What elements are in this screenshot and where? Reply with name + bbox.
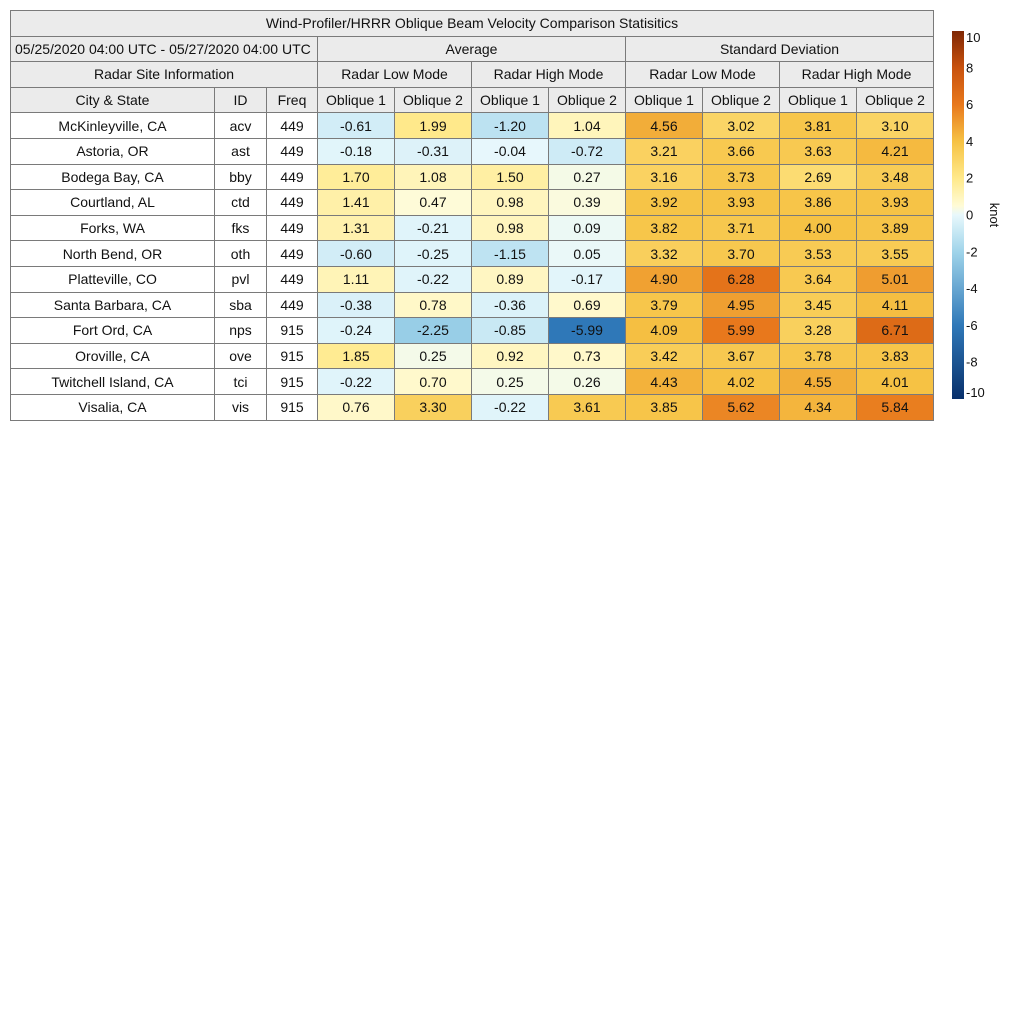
value-cell: -0.24 (318, 318, 395, 344)
site-id-cell: acv (215, 113, 267, 139)
id-column-header: ID (215, 87, 267, 113)
value-cell: -0.38 (318, 292, 395, 318)
colorbar-tick-label: -10 (966, 385, 985, 400)
colorbar-tick-label: 2 (966, 170, 974, 186)
value-cell: 3.53 (780, 241, 857, 267)
value-cell: 3.85 (626, 394, 703, 420)
value-cell: -2.25 (395, 318, 472, 344)
value-cell: 4.00 (780, 215, 857, 241)
colorbar-tick-label: -8 (966, 354, 978, 370)
value-cell: -0.04 (472, 138, 549, 164)
site-id-cell: oth (215, 241, 267, 267)
value-cell: 0.92 (472, 343, 549, 369)
value-cell: 0.05 (549, 241, 626, 267)
city-cell: Courtland, AL (11, 190, 215, 216)
beam-column-header: Oblique 2 (395, 87, 472, 113)
value-cell: 3.83 (857, 343, 934, 369)
colorbar-tick-label: 6 (966, 97, 974, 113)
value-cell: 5.62 (703, 394, 780, 420)
city-cell: Twitchell Island, CA (11, 369, 215, 395)
colorbar-tick-label: 10 (966, 31, 981, 45)
value-cell: 1.70 (318, 164, 395, 190)
table-title: Wind-Profiler/HRRR Oblique Beam Velocity Comparison Statisitics (11, 11, 934, 37)
table-row (11, 266, 934, 292)
value-cell: 3.78 (780, 343, 857, 369)
value-cell: 0.47 (395, 190, 472, 216)
value-cell: 6.71 (857, 318, 934, 344)
value-cell: 3.86 (780, 190, 857, 216)
mode-header: Radar High Mode (472, 62, 626, 88)
value-cell: 1.41 (318, 190, 395, 216)
colorbar-tick-label: -6 (966, 317, 978, 333)
freq-cell: 449 (267, 164, 318, 190)
value-cell: 1.04 (549, 113, 626, 139)
value-cell: 1.08 (395, 164, 472, 190)
mode-header: Radar Low Mode (626, 62, 780, 88)
value-cell: 3.92 (626, 190, 703, 216)
value-cell: 1.11 (318, 266, 395, 292)
value-cell: 3.70 (703, 241, 780, 267)
beam-column-header: Oblique 1 (626, 87, 703, 113)
city-cell: Visalia, CA (11, 394, 215, 420)
colorbar-tick-label: 8 (966, 60, 974, 76)
freq-cell: 915 (267, 369, 318, 395)
colorbar-tick-label: 0 (966, 207, 974, 223)
city-cell: North Bend, OR (11, 241, 215, 267)
value-cell: 3.10 (857, 113, 934, 139)
city-cell: Forks, WA (11, 215, 215, 241)
table-row (11, 318, 934, 344)
value-cell: 3.81 (780, 113, 857, 139)
city-cell: Santa Barbara, CA (11, 292, 215, 318)
freq-column-header: Freq (267, 87, 318, 113)
value-cell: 3.02 (703, 113, 780, 139)
value-cell: 3.61 (549, 394, 626, 420)
value-cell: 4.21 (857, 138, 934, 164)
site-id-cell: vis (215, 394, 267, 420)
value-cell: 3.63 (780, 138, 857, 164)
value-cell: 3.89 (857, 215, 934, 241)
freq-cell: 915 (267, 343, 318, 369)
value-cell: 4.90 (626, 266, 703, 292)
value-cell: 0.78 (395, 292, 472, 318)
site-id-cell: fks (215, 215, 267, 241)
value-cell: 5.84 (857, 394, 934, 420)
value-cell: 0.26 (549, 369, 626, 395)
freq-cell: 449 (267, 241, 318, 267)
value-cell: -0.22 (395, 266, 472, 292)
value-cell: 0.76 (318, 394, 395, 420)
value-cell: 4.43 (626, 369, 703, 395)
table-row (11, 164, 934, 190)
value-cell: 3.21 (626, 138, 703, 164)
value-cell: 4.56 (626, 113, 703, 139)
table-row (11, 138, 934, 164)
value-cell: 1.99 (395, 113, 472, 139)
value-cell: 3.93 (703, 190, 780, 216)
value-cell: 3.73 (703, 164, 780, 190)
freq-cell: 449 (267, 215, 318, 241)
site-id-cell: nps (215, 318, 267, 344)
table-row (11, 215, 934, 241)
value-cell: 4.34 (780, 394, 857, 420)
value-cell: 4.11 (857, 292, 934, 318)
value-cell: -0.61 (318, 113, 395, 139)
value-cell: -5.99 (549, 318, 626, 344)
value-cell: -0.60 (318, 241, 395, 267)
beam-column-header: Oblique 2 (703, 87, 780, 113)
site-info-header: Radar Site Information (11, 62, 318, 88)
value-cell: 1.50 (472, 164, 549, 190)
value-cell: 0.25 (395, 343, 472, 369)
value-cell: 5.01 (857, 266, 934, 292)
colorbar-tick-label: -4 (966, 281, 978, 297)
value-cell: 1.31 (318, 215, 395, 241)
colorbar-label: knot (987, 202, 1002, 228)
site-id-cell: sba (215, 292, 267, 318)
value-cell: 4.95 (703, 292, 780, 318)
freq-cell: 449 (267, 266, 318, 292)
freq-cell: 449 (267, 138, 318, 164)
value-cell: 3.45 (780, 292, 857, 318)
value-cell: -0.22 (318, 369, 395, 395)
value-cell: 0.27 (549, 164, 626, 190)
value-cell: 3.66 (703, 138, 780, 164)
value-cell: -0.31 (395, 138, 472, 164)
value-cell: -0.72 (549, 138, 626, 164)
value-cell: 3.32 (626, 241, 703, 267)
value-cell: -0.17 (549, 266, 626, 292)
freq-cell: 449 (267, 292, 318, 318)
beam-column-header: Oblique 1 (472, 87, 549, 113)
value-cell: 6.28 (703, 266, 780, 292)
city-cell: Oroville, CA (11, 343, 215, 369)
value-cell: 0.73 (549, 343, 626, 369)
value-cell: 3.82 (626, 215, 703, 241)
beam-column-header: Oblique 2 (549, 87, 626, 113)
value-cell: -1.20 (472, 113, 549, 139)
freq-cell: 915 (267, 318, 318, 344)
value-cell: 4.55 (780, 369, 857, 395)
city-cell: Fort Ord, CA (11, 318, 215, 344)
value-cell: 3.93 (857, 190, 934, 216)
site-id-cell: ctd (215, 190, 267, 216)
value-cell: 4.01 (857, 369, 934, 395)
value-cell: 1.85 (318, 343, 395, 369)
table-row (11, 241, 934, 267)
table-row (11, 190, 934, 216)
colorbar-gradient (952, 31, 964, 399)
mode-header: Radar Low Mode (318, 62, 472, 88)
value-cell: 0.89 (472, 266, 549, 292)
colorbar-tick-label: -2 (966, 244, 978, 260)
beam-column-header: Oblique 1 (780, 87, 857, 113)
freq-cell: 449 (267, 190, 318, 216)
value-cell: 4.02 (703, 369, 780, 395)
stats-table (10, 10, 934, 421)
site-id-cell: pvl (215, 266, 267, 292)
stddev-header: Standard Deviation (626, 36, 934, 62)
value-cell: 0.70 (395, 369, 472, 395)
value-cell: 0.39 (549, 190, 626, 216)
freq-cell: 449 (267, 113, 318, 139)
beam-column-header: Oblique 2 (857, 87, 934, 113)
value-cell: -0.85 (472, 318, 549, 344)
value-cell: 3.67 (703, 343, 780, 369)
table-row (11, 113, 934, 139)
table-row (11, 369, 934, 395)
value-cell: 3.55 (857, 241, 934, 267)
value-cell: 0.98 (472, 190, 549, 216)
value-cell: 3.79 (626, 292, 703, 318)
site-id-cell: bby (215, 164, 267, 190)
value-cell: 0.98 (472, 215, 549, 241)
value-cell: -1.15 (472, 241, 549, 267)
city-column-header: City & State (11, 87, 215, 113)
colorbar (952, 31, 1012, 411)
city-cell: Astoria, OR (11, 138, 215, 164)
value-cell: 0.09 (549, 215, 626, 241)
value-cell: 3.30 (395, 394, 472, 420)
value-cell: 4.09 (626, 318, 703, 344)
site-id-cell: ove (215, 343, 267, 369)
value-cell: 0.25 (472, 369, 549, 395)
colorbar-tick-label: 4 (966, 133, 974, 149)
city-cell: Platteville, CO (11, 266, 215, 292)
value-cell: -0.36 (472, 292, 549, 318)
value-cell: 3.42 (626, 343, 703, 369)
city-cell: McKinleyville, CA (11, 113, 215, 139)
value-cell: 2.69 (780, 164, 857, 190)
site-id-cell: tci (215, 369, 267, 395)
value-cell: -0.25 (395, 241, 472, 267)
value-cell: 0.69 (549, 292, 626, 318)
value-cell: 3.71 (703, 215, 780, 241)
date-range: 05/25/2020 04:00 UTC - 05/27/2020 04:00 UTC (11, 36, 318, 62)
value-cell: 3.16 (626, 164, 703, 190)
table-row (11, 292, 934, 318)
average-header: Average (318, 36, 626, 62)
value-cell: -0.18 (318, 138, 395, 164)
freq-cell: 915 (267, 394, 318, 420)
value-cell: 5.99 (703, 318, 780, 344)
mode-header: Radar High Mode (780, 62, 934, 88)
value-cell: 3.28 (780, 318, 857, 344)
beam-column-header: Oblique 1 (318, 87, 395, 113)
city-cell: Bodega Bay, CA (11, 164, 215, 190)
value-cell: -0.21 (395, 215, 472, 241)
value-cell: 3.48 (857, 164, 934, 190)
value-cell: -0.22 (472, 394, 549, 420)
table-row (11, 394, 934, 420)
site-id-cell: ast (215, 138, 267, 164)
value-cell: 3.64 (780, 266, 857, 292)
table-row (11, 343, 934, 369)
